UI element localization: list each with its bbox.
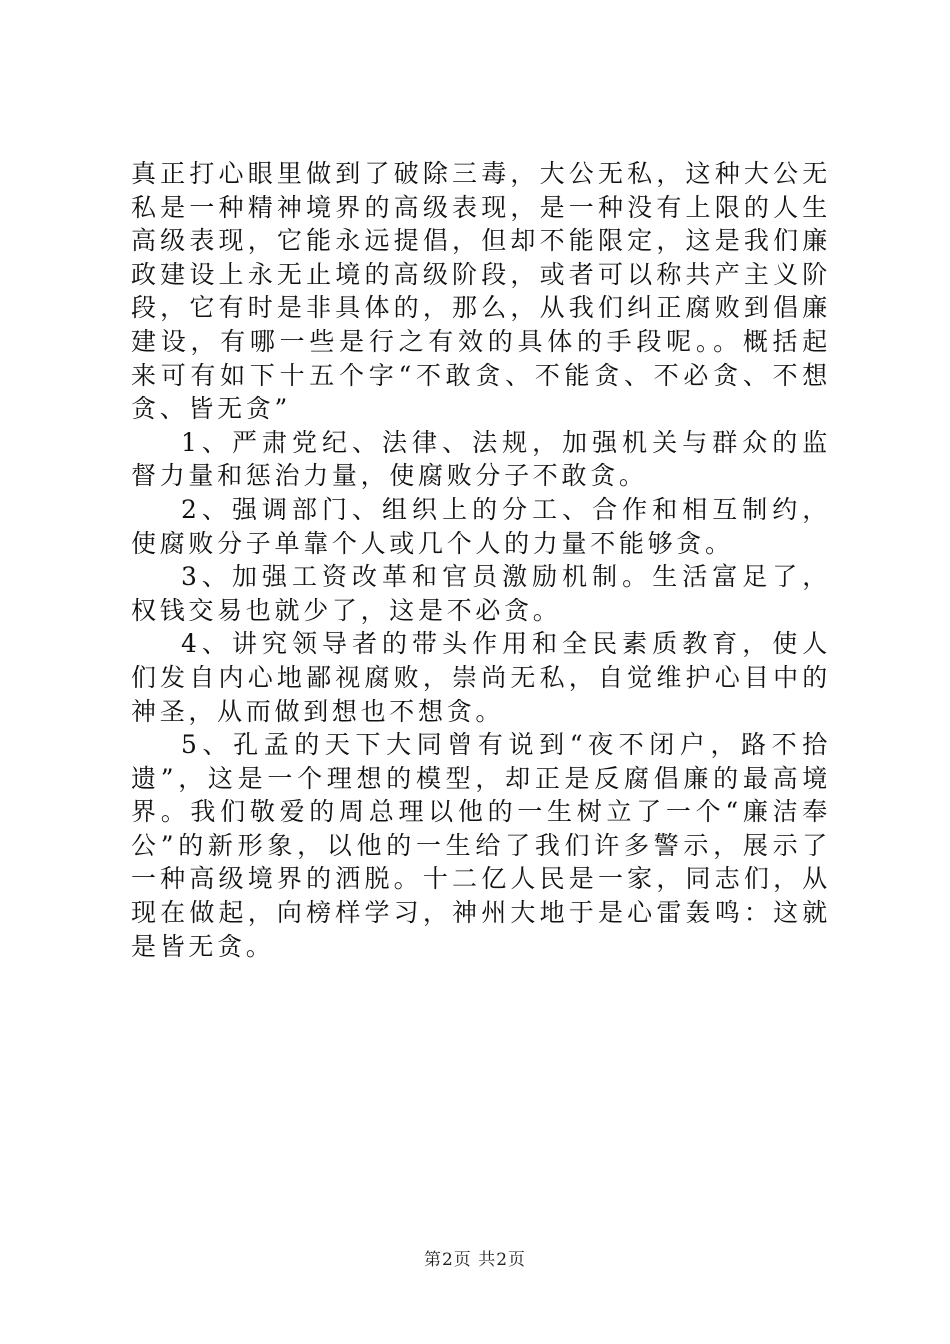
paragraph-item-2: 2、强调部门、组织上的分工、合作和相互制约，使腐败分子单靠个人或几个人的力量不能够贪。 (131, 494, 831, 558)
paragraph-item-3: 3、加强工资改革和官员激励机制。生活富足了，权钱交易也就少了，这是不必贪。 (131, 562, 831, 625)
paragraph-item-4: 4、讲究领导者的带头作用和全民素质教育，使人们发自内心地鄙视腐败，崇尚无私，自觉维护心目中的神圣，从而做到想也不想贪。 (131, 629, 831, 726)
paragraph-item-1: 1、严肃党纪、法律、法规，加强机关与群众的监督力量和惩治力量，使腐败分子不敢贪。 (131, 427, 831, 491)
paragraph-item-5: 5、孔孟的天下大同曾有说到“夜不闭户，路不拾遗”，这是一个理想的模型，却正是反腐倡廉的最高境界。我们敬爱的周总理以他的一生树立了一个“廉洁奉公”的新形象，以他的一生给了我们许多警示，展示了一种高级境界的洒脱。十二亿人民是一家，同志们，从现在做起，向榜样学习，神州大地于是心雷轰鸣：这就是皆无贪。 (131, 730, 831, 961)
page-number-footer: 第2页 共2页 (423, 1250, 527, 1270)
paragraph-intro: 真正打心眼里做到了破除三毒，大公无私，这种大公无私是一种精神境界的高级表现，是一种没有上限的人生高级表现，它能永远提倡，但却不能限定，这是我们廉政建设上永无止境的高级阶段，或者可以称共产主义阶段，它有时是非具体的，那么，从我们纠正腐败到倡廉建设，有哪一些是行之有效的具体的手段呢。。概括起来可有如下十五个字“不敢贪、不能贪、不必贪、不想贪、皆无贪” (131, 159, 831, 424)
document-body (131, 157, 831, 963)
